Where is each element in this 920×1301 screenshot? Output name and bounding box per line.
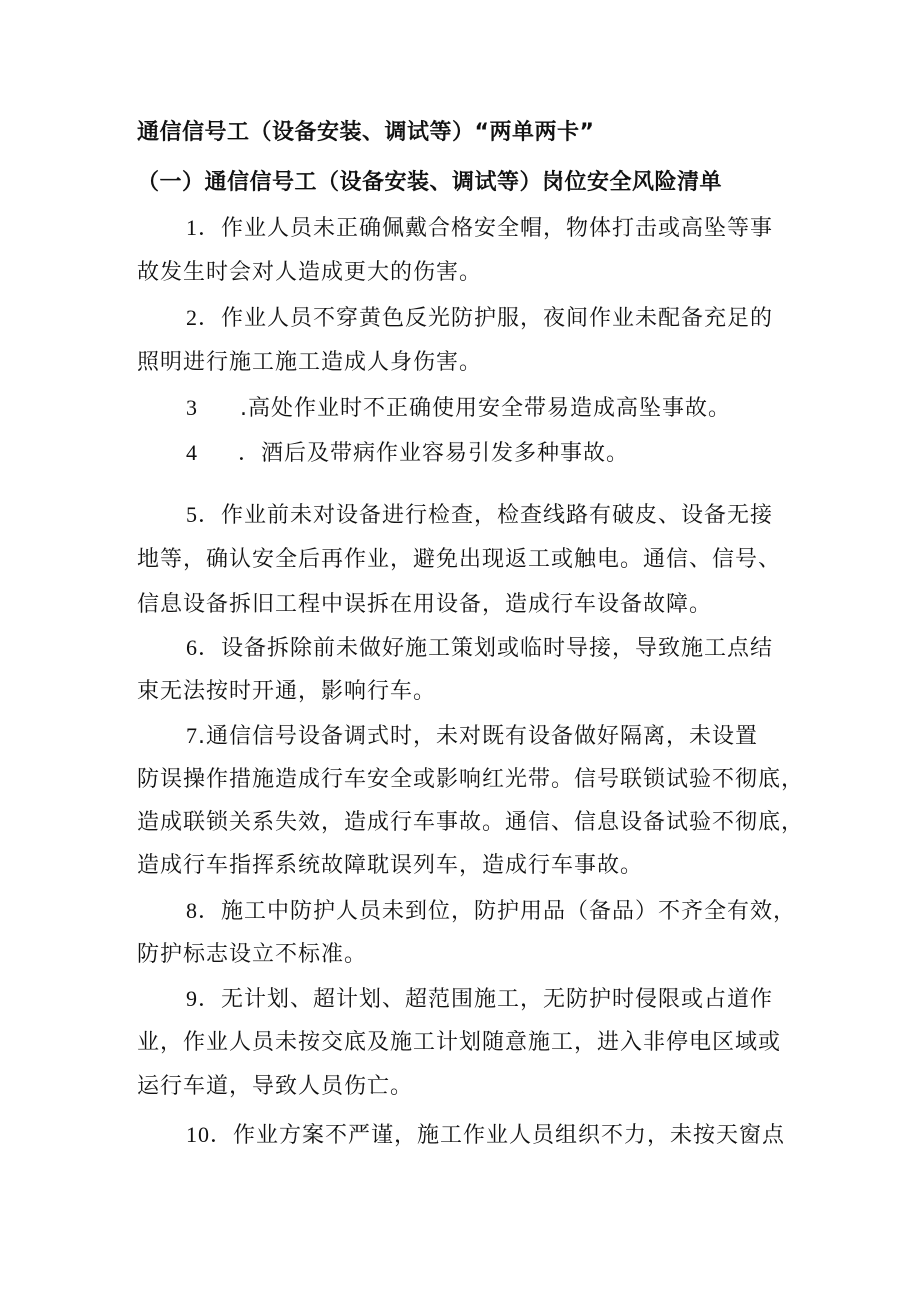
list-item-5-line-2: 地等，确认安全后再作业，避免出现返工或触电。通信、信号、 bbox=[137, 547, 782, 572]
section-heading: （一）通信信号工（设备安装、调试等）岗位安全风险清单 bbox=[137, 170, 723, 195]
list-item-7-line-4: 造成行车指挥系统故障耽误列车，造成行车事故。 bbox=[137, 853, 644, 878]
item-number: 2 bbox=[186, 305, 198, 330]
item-text: ．作业前未对设备进行检查，检查线路有破皮、设备无接 bbox=[198, 503, 774, 528]
list-item-7-line-2: 防误操作措施造成行车安全或影响红光带。信号联锁试验不彻底， bbox=[137, 767, 805, 792]
list-item-9-line-2: 业，作业人员未按交底及施工计划随意施工，进入非停电区域或 bbox=[137, 1030, 782, 1055]
item-number: 9 bbox=[186, 986, 198, 1011]
item-number: 4 bbox=[186, 440, 198, 465]
list-item-5-line-3: 信息设备拆旧工程中误拆在用设备，造成行车设备故障。 bbox=[137, 592, 713, 617]
item-text: ．施工中防护人员未到位，防护用品（备品）不齐全有效， bbox=[198, 899, 797, 924]
item-number: 7 bbox=[186, 723, 198, 748]
list-item-2-line-1 bbox=[186, 303, 773, 334]
list-item-9-line-3: 运行车道，导致人员伤亡。 bbox=[137, 1074, 414, 1099]
list-item-1-line-1 bbox=[186, 213, 773, 244]
list-item-7-line-1 bbox=[186, 721, 758, 752]
list-item-2-line-2: 照明进行施工施工造成人身伤害。 bbox=[137, 350, 483, 375]
list-item-8-line-2: 防护标志设立不标准。 bbox=[137, 942, 368, 967]
list-item-9-line-1 bbox=[186, 984, 773, 1015]
list-item-1-line-2: 故发生时会对人造成更大的伤害。 bbox=[137, 260, 483, 285]
list-item-3-line-1 bbox=[186, 393, 731, 424]
list-item-7-line-3: 造成联锁关系失效，造成行车事故。通信、信息设备试验不彻底， bbox=[137, 810, 805, 835]
item-text: ．作业方案不严谨，施工作业人员组织不力，未按天窗点 bbox=[210, 1123, 786, 1148]
item-number: 1 bbox=[186, 215, 198, 240]
item-text: ．设备拆除前未做好施工策划或临时导接，导致施工点结 bbox=[198, 636, 774, 661]
item-number: 6 bbox=[186, 635, 198, 660]
list-item-6-line-1 bbox=[186, 633, 773, 664]
item-number: 5 bbox=[186, 502, 198, 527]
item-text: ．酒后及带病作业容易引发多种事故。 bbox=[238, 441, 630, 466]
item-number: 8 bbox=[186, 898, 198, 923]
item-text: .通信信号设备调式时，未对既有设备做好隔离，未设置 bbox=[198, 724, 758, 749]
item-text: .高处作业时不正确使用安全带易造成高坠事故。 bbox=[240, 396, 731, 421]
item-text: ．作业人员未正确佩戴合格安全帽，物体打击或高坠等事 bbox=[198, 216, 774, 241]
list-item-4-line-1 bbox=[186, 438, 629, 469]
list-item-8-line-1 bbox=[186, 896, 796, 927]
document-title: 通信信号工（设备安装、调试等）“两单两卡” bbox=[137, 120, 595, 145]
list-item-5-line-1 bbox=[186, 500, 773, 531]
item-number: 10 bbox=[186, 1122, 210, 1147]
item-number: 3 bbox=[186, 395, 198, 420]
item-text: ．无计划、超计划、超范围施工，无防护时侵限或占道作 bbox=[198, 987, 774, 1012]
list-item-6-line-2: 束无法按时开通，影响行车。 bbox=[137, 679, 437, 704]
item-text: ．作业人员不穿黄色反光防护服，夜间作业未配备充足的 bbox=[198, 306, 774, 331]
list-item-10-line-1 bbox=[186, 1120, 785, 1151]
